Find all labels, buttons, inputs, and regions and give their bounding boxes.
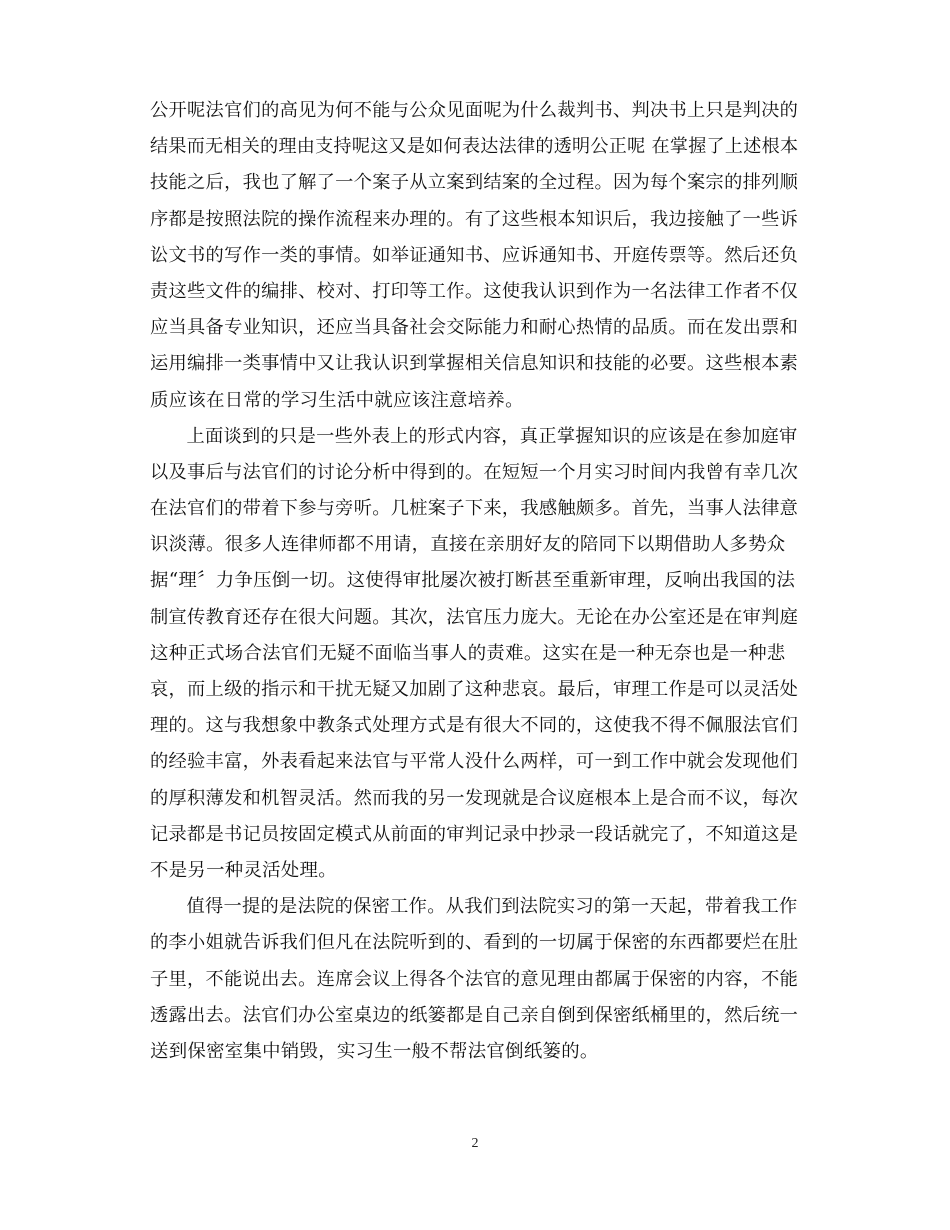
text-line: 的李小姐就告诉我们但凡在法院听到的、看到的一切属于保密的东西都要烂在肚 <box>150 932 799 954</box>
text-line: 这种正式场合法官们无疑不面临当事人的责难。这实在是一种无奈也是一种悲 <box>150 642 786 664</box>
text-line: 不是另一种灵活处理。 <box>150 859 337 881</box>
text-line: 运用编排一类事情中又让我认识到掌握相关信息知识和技能的必要。这些根本素 <box>150 353 799 375</box>
text-line: 公开呢法官们的高见为何不能与公众见面呢为什么裁判书、判决书上只是判决的 <box>150 100 799 121</box>
text-line: 结果而无相关的理由支持呢这又是如何表达法律的透明公正呢 在掌握了上述根本 <box>150 136 799 158</box>
text-line: 送到保密室集中销毁，实习生一般不帮法官倒纸篓的。 <box>150 1040 599 1062</box>
text-line: 质应该在日常的学习生活中就应该注意培养。 <box>150 389 524 411</box>
text-line: 理的。这与我想象中教条式处理方式是有很大不同的，这使我不得不佩服法官们 <box>150 715 799 737</box>
text-line: 责这些文件的编排、校对、打印等工作。这使我认识到作为一名法律工作者不仅 <box>150 280 799 302</box>
text-line: 应当具备专业知识，还应当具备社会交际能力和耐心热情的品质。而在发出票和 <box>150 317 799 339</box>
text-line: 技能之后，我也了解了一个案子从立案到结案的全过程。因为每个案宗的排列顺 <box>150 172 799 194</box>
text-line: 制宣传教育还存在很大问题。其次，法官压力庞大。无论在办公室还是在审判庭 <box>150 606 799 628</box>
text-line: 值得一提的是法院的保密工作。从我们到法院实习的第一天起，带着我工作 <box>186 896 798 918</box>
text-line: 记录都是书记员按固定模式从前面的审判记录中抄录一段话就完了，不知道这是 <box>150 823 799 845</box>
text-line: 讼文书的写作一类的事情。如举证通知书、应诉通知书、开庭传票等。然后还负 <box>150 244 799 266</box>
paragraph-2 <box>150 419 798 889</box>
document-body <box>150 93 798 1070</box>
text-line: 哀，而上级的指示和干扰无疑又加剧了这种悲哀。最后，审理工作是可以灵活处 <box>150 679 799 700</box>
text-line: 识淡薄。很多人连律师都不用请，直接在亲朋好友的陪同下以期借助人多势众 <box>150 534 786 556</box>
paragraph-3 <box>150 889 798 1070</box>
paragraph-1 <box>150 93 798 419</box>
text-line: 子里，不能说出去。连席会议上得各个法官的意见理由都属于保密的内容，不能 <box>150 968 799 990</box>
text-line: 据“理〞力争压倒一切。这使得审批屡次被打断甚至重新审理，反响出我国的法 <box>150 570 796 592</box>
text-line: 透露出去。法官们办公室桌边的纸篓都是自己亲自倒到保密纸桶里的，然后统一 <box>150 1004 799 1026</box>
text-line: 的经验丰富，外表看起来法官与平常人没什么两样，可一到工作中就会发现他们 <box>150 751 799 773</box>
page-number: 2 <box>471 1136 479 1151</box>
text-line: 在法官们的带着下参与旁听。几桩案子下来，我感触颇多。首先，当事人法律意 <box>150 498 799 520</box>
text-line: 的厚积薄发和机智灵活。然而我的另一发现就是合议庭根本上是合而不议，每次 <box>150 787 799 809</box>
text-line: 上面谈到的只是一些外表上的形式内容，真正掌握知识的应该是在参加庭审 <box>186 425 798 447</box>
text-line: 序都是按照法院的操作流程来办理的。有了这些根本知识后，我边接触了一些诉 <box>150 208 799 230</box>
text-line: 以及事后与法官们的讨论分析中得到的。在短短一个月实习时间内我曾有幸几次 <box>150 461 799 483</box>
